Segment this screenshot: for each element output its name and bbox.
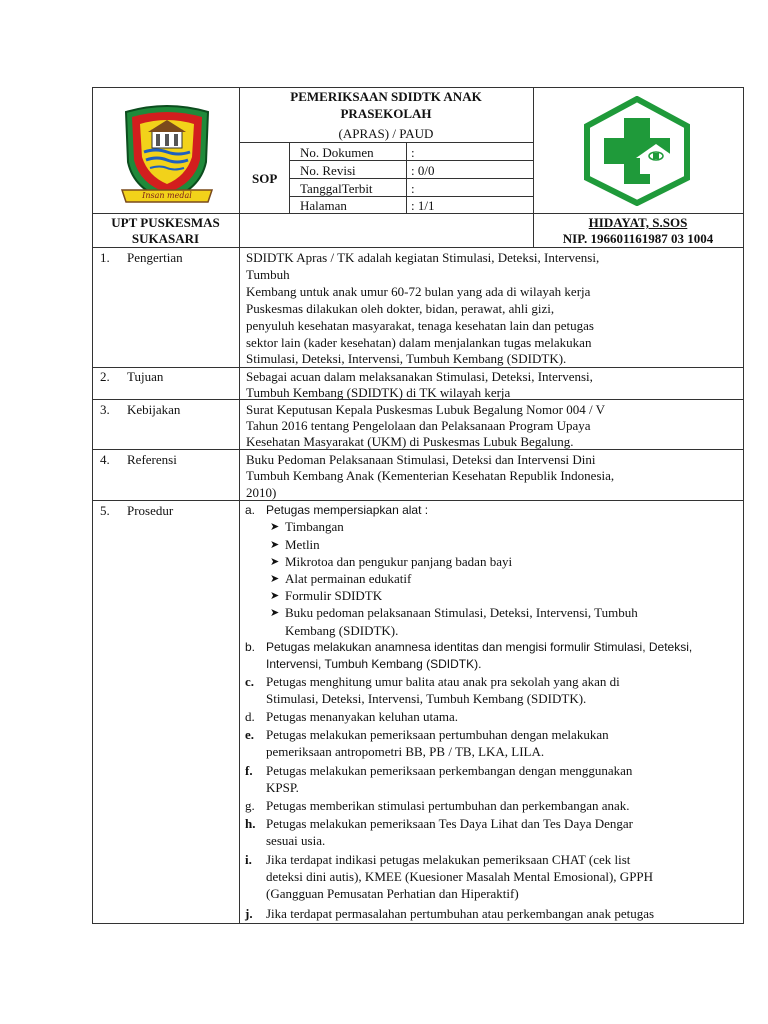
section-number: 5. [100,503,110,518]
step-marker: d. [245,709,255,724]
equipment-item: Formulir SDIDTK [285,588,383,603]
section-line: Tumbuh Kembang (SDIDTK) di TK wilayah kerja [246,385,511,400]
equipment-item: Buku pedoman pelaksanaan Stimulasi, Deteksi, Intervensi, Tumbuh [285,605,638,620]
section-line: penyuluh kesehatan masyarakat, tenaga kesehatan lain dan petugas [246,318,594,333]
step-marker: h. [245,816,256,831]
equipment-item: Mikrotoa dan pengukur panjang badan bayi [285,554,513,569]
step-marker: e. [245,727,255,742]
step-marker: b. [245,640,256,654]
signer-name: HIDAYAT, S.SOS [588,215,688,230]
meta-label-revisi: No. Revisi [300,163,356,178]
equipment-item: Alat permainan edukatif [285,571,412,586]
step-text: Petugas menghitung umur balita atau anak pra sekolah yang akan di [266,674,620,689]
arrow-bullet-icon: ➤ [270,573,280,585]
meta-label-terbit: TanggalTerbit [300,181,373,196]
section-line: Sebagai acuan dalam melaksanakan Stimulasi, Deteksi, Intervensi, [246,369,593,384]
step-text: deteksi dini autis), KMEE (Kuesioner Masalah Mental Emosional), GPPH [266,869,654,884]
step-marker: g. [245,798,255,813]
section-title: Kebijakan [127,402,181,417]
equipment-item-continued: Kembang (SDIDTK). [285,623,399,638]
meta-label-dokumen: No. Dokumen [300,145,374,160]
step-text: Petugas melakukan anamnesa identitas dan mengisi formulir Stimulasi, Deteksi, [266,640,693,654]
section-number: 2. [100,369,110,384]
section-line: SDIDTK Apras / TK adalah kegiatan Stimulasi, Deteksi, Intervensi, [246,250,600,265]
section-line: Tahun 2016 tentang Pengelolaan dan Pelaksanaan Program Upaya [246,418,591,433]
section-line: Tumbuh [246,267,290,282]
step-marker: i. [245,852,252,867]
step-text: Intervensi, Tumbuh Kembang (SDIDTK). [266,657,482,671]
section-line: Surat Keputusan Kepala Puskesmas Lubuk Begalung Nomor 004 / V [246,402,606,417]
document-title-line2: PRASEKOLAH [340,106,432,121]
equipment-item: Metlin [285,537,320,552]
section-line: Kesehatan Masyarakat (UKM) di Puskesmas Lubuk Begalung. [246,434,574,449]
step-text: sesuai usia. [266,833,326,848]
step-marker: f. [245,763,253,778]
arrow-bullet-icon: ➤ [270,539,280,551]
step-text: Jika terdapat permasalahan pertumbuhan atau perkembangan anak petugas [266,906,655,921]
section-number: 3. [100,402,110,417]
document-subtitle: (APRAS) / PAUD [338,126,434,141]
meta-value-revisi: : 0/0 [411,163,435,178]
step-text: Petugas menanyakan keluhan utama. [266,709,459,724]
arrow-bullet-icon: ➤ [270,556,280,568]
section-line: Tumbuh Kembang Anak (Kementerian Kesehatan Republik Indonesia, [246,468,615,483]
puskesmas-cross-logo [580,96,694,206]
step-marker: c. [245,674,255,689]
meta-value-terbit: : [411,181,415,196]
section-line: sektor lain (kader kesehatan) dalam menjalankan tugas melakukan [246,335,592,350]
signer-nip: NIP. 196601161987 03 1004 [562,231,714,246]
section-line: Kembang untuk anak umur 60-72 bulan yang ada di wilayah kerja [246,284,591,299]
step-text: pemeriksaan antropometri BB, PB / TB, LKA, LILA. [266,744,545,759]
document-title-line1: PEMERIKSAAN SDIDTK ANAK [290,89,482,104]
section-line: 2010) [246,485,277,500]
meta-value-dokumen: : [411,145,415,160]
section-line: Stimulasi, Deteksi, Intervensi, Tumbuh Kembang (SDIDTK). [246,351,567,366]
meta-value-halaman: : 1/1 [411,198,435,213]
org-name-line1: UPT PUSKESMAS [111,215,220,230]
step-text: KPSP. [266,780,299,795]
section-line: Puskesmas dilakukan oleh dokter, bidan, perawat, ahli gizi, [246,301,555,316]
section-title: Prosedur [127,503,174,518]
section-number: 1. [100,250,110,265]
step-text: (Gangguan Pemusatan Perhatian dan Hiperaktif) [266,886,519,901]
step-text: Petugas memberikan stimulasi pertumbuhan dan perkembangan anak. [266,798,630,813]
section-number: 4. [100,452,110,467]
meta-label-halaman: Halaman [300,198,347,213]
step-text: Petugas melakukan pemeriksaan perkembangan dengan menggunakan [266,763,633,778]
step-text: Petugas mempersiapkan alat : [266,503,429,517]
step-marker: a. [245,503,256,517]
section-title: Pengertian [127,250,183,265]
step-text: Stimulasi, Deteksi, Intervensi, Tumbuh Kembang (SDIDTK). [266,691,587,706]
step-text: Petugas melakukan pemeriksaan pertumbuhan dengan melakukan [266,727,609,742]
arrow-bullet-icon: ➤ [270,607,280,619]
section-title: Referensi [127,452,177,467]
step-text: Jika terdapat indikasi petugas melakukan pemeriksaan CHAT (cek list [266,852,631,867]
logo-ribbon-text: Insan medal [142,191,192,200]
step-marker: j. [245,906,253,921]
step-text: Petugas melakukan pemeriksaan Tes Daya Lihat dan Tes Daya Dengar [266,816,633,831]
section-line: Buku Pedoman Pelaksanaan Stimulasi, Deteksi dan Intervensi Dini [246,452,596,467]
section-title: Tujuan [127,369,164,384]
org-name-line2: SUKASARI [131,231,200,246]
arrow-bullet-icon: ➤ [270,521,280,533]
sop-label: SOP [252,171,278,186]
arrow-bullet-icon: ➤ [270,590,280,602]
equipment-item: Timbangan [285,519,344,534]
regency-shield-logo [120,102,214,210]
